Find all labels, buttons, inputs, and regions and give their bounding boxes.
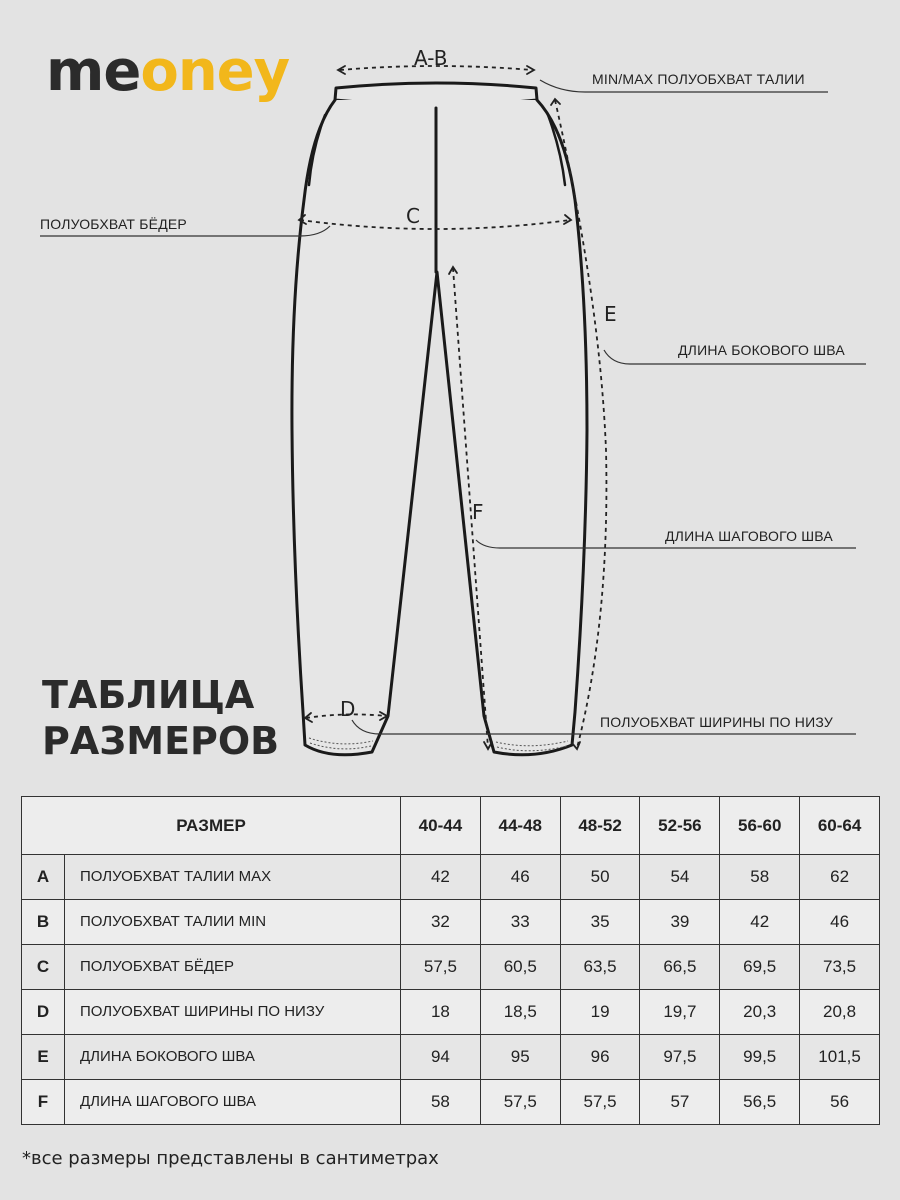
table-row: [22, 900, 880, 945]
table-row: [22, 1035, 880, 1080]
row-key: D: [22, 990, 65, 1035]
cell-value: 94: [401, 1035, 481, 1080]
cell-value: 18,5: [480, 990, 560, 1035]
cell-value: 57,5: [480, 1080, 560, 1125]
logo-part-yellow: oney: [140, 39, 290, 104]
cell-value: 56,5: [720, 1080, 800, 1125]
cell-value: 42: [401, 855, 481, 900]
heading-line-1: ТАБЛИЦА: [42, 673, 255, 717]
size-col-5: 56-60: [720, 797, 800, 855]
size-header-label: РАЗМЕР: [22, 797, 401, 855]
letter-c: C: [406, 204, 420, 228]
cell-value: 46: [800, 900, 880, 945]
cell-value: 19,7: [640, 990, 720, 1035]
cell-value: 101,5: [800, 1035, 880, 1080]
row-key: E: [22, 1035, 65, 1080]
row-key: B: [22, 900, 65, 945]
size-col-3: 48-52: [560, 797, 640, 855]
row-name: ДЛИНА БОКОВОГО ШВА: [65, 1035, 401, 1080]
row-key: C: [22, 945, 65, 990]
cell-value: 46: [480, 855, 560, 900]
callout-hips: ПОЛУОБХВАТ БЁДЕР: [40, 216, 187, 232]
cell-value: 54: [640, 855, 720, 900]
table-row: [22, 1080, 880, 1125]
cell-value: 96: [560, 1035, 640, 1080]
cell-value: 19: [560, 990, 640, 1035]
letter-ab: A-B: [414, 46, 448, 70]
cell-value: 97,5: [640, 1035, 720, 1080]
row-name: ПОЛУОБХВАТ ТАЛИИ MIN: [65, 900, 401, 945]
callout-side-seam: ДЛИНА БОКОВОГО ШВА: [678, 342, 845, 358]
row-name: ПОЛУОБХВАТ ТАЛИИ MAX: [65, 855, 401, 900]
cell-value: 20,8: [800, 990, 880, 1035]
heading-line-2: РАЗМЕРОВ: [42, 719, 280, 763]
letter-e: E: [604, 302, 617, 326]
cell-value: 57: [640, 1080, 720, 1125]
cell-value: 66,5: [640, 945, 720, 990]
cell-value: 33: [480, 900, 560, 945]
row-name: ДЛИНА ШАГОВОГО ШВА: [65, 1080, 401, 1125]
cell-value: 95: [480, 1035, 560, 1080]
row-name: ПОЛУОБХВАТ ШИРИНЫ ПО НИЗУ: [65, 990, 401, 1035]
table-row: [22, 990, 880, 1035]
letter-d: D: [340, 697, 356, 721]
callout-hem: ПОЛУОБХВАТ ШИРИНЫ ПО НИЗУ: [600, 714, 833, 730]
cell-value: 56: [800, 1080, 880, 1125]
cell-value: 39: [640, 900, 720, 945]
cell-value: 58: [401, 1080, 481, 1125]
cell-value: 20,3: [720, 990, 800, 1035]
callout-inseam: ДЛИНА ШАГОВОГО ШВА: [665, 528, 833, 544]
table-row: [22, 855, 880, 900]
callout-waist: MIN/MAX ПОЛУОБХВАТ ТАЛИИ: [592, 71, 805, 87]
cell-value: 73,5: [800, 945, 880, 990]
cell-value: 57,5: [401, 945, 481, 990]
size-col-1: 40-44: [401, 797, 481, 855]
cell-value: 35: [560, 900, 640, 945]
cell-value: 42: [720, 900, 800, 945]
row-name: ПОЛУОБХВАТ БЁДЕР: [65, 945, 401, 990]
size-col-4: 52-56: [640, 797, 720, 855]
units-footnote: *все размеры представлены в сантиметрах: [22, 1148, 439, 1169]
letter-f: F: [472, 500, 484, 524]
cell-value: 32: [401, 900, 481, 945]
row-key: A: [22, 855, 65, 900]
table-row: [22, 945, 880, 990]
cell-value: 50: [560, 855, 640, 900]
size-col-2: 44-48: [480, 797, 560, 855]
size-col-6: 60-64: [800, 797, 880, 855]
cell-value: 58: [720, 855, 800, 900]
table-header-row: [22, 797, 880, 855]
size-table-heading: [42, 672, 279, 764]
cell-value: 69,5: [720, 945, 800, 990]
logo-part-dark: me: [46, 39, 141, 104]
cell-value: 99,5: [720, 1035, 800, 1080]
cell-value: 57,5: [560, 1080, 640, 1125]
cell-value: 63,5: [560, 945, 640, 990]
cell-value: 62: [800, 855, 880, 900]
cell-value: 18: [401, 990, 481, 1035]
size-table: [21, 796, 880, 1125]
cell-value: 60,5: [480, 945, 560, 990]
row-key: F: [22, 1080, 65, 1125]
